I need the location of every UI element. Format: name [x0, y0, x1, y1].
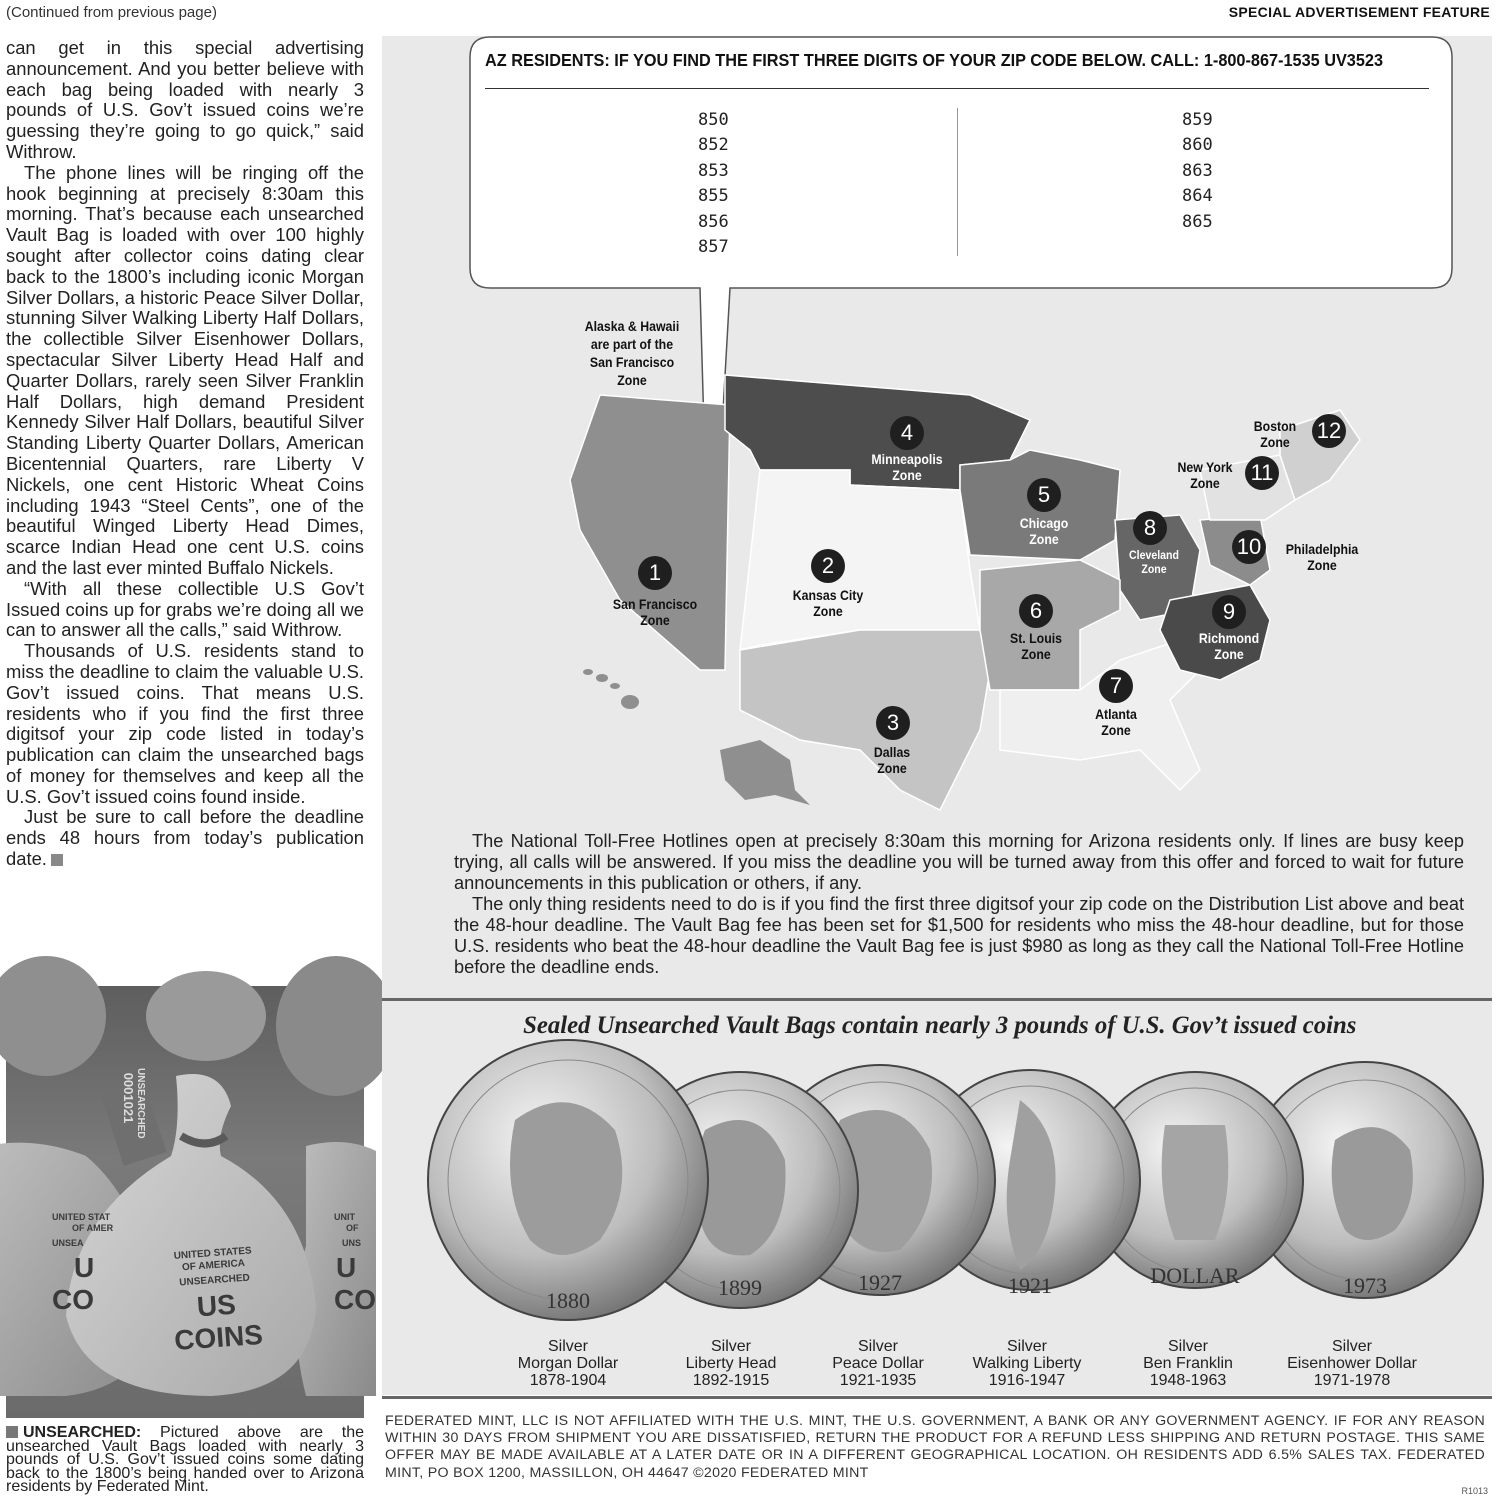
coin-label-walking-liberty: Silver Walking Liberty 1916-1947 [972, 1338, 1082, 1389]
zone-10-marker: 10 [1232, 530, 1266, 564]
coin-label-morgan: Silver Morgan Dollar 1878-1904 [517, 1338, 619, 1389]
zip-code: 853 [698, 160, 729, 181]
zone-3-label: Dallas Zone [873, 744, 911, 776]
zone-7-marker: 7 [1099, 669, 1133, 703]
zone-8-label: Cleveland Zone [1129, 548, 1179, 576]
coin-morgan [428, 1040, 708, 1320]
zone-2-marker: 2 [811, 549, 845, 583]
zone-8-marker: 8 [1133, 511, 1167, 545]
zip-code: 860 [1182, 135, 1213, 156]
zone-4-label: Minneapolis Zone [871, 451, 943, 483]
coin-section-title: Sealed Unsearched Vault Bags contain nearly 3 pounds of U.S. Gov’t issued coins [523, 1010, 1357, 1039]
zone-7-label: Atlanta Zone [1095, 706, 1137, 738]
ad-code: R1013 [1461, 1486, 1488, 1496]
caption-square-icon [6, 1426, 18, 1438]
coin-date: 1973 [1343, 1273, 1387, 1298]
article-paragraph: The phone lines will be ringing off the hook beginning at precisely 8:30am this morning. That’s because each unsearched Vault Bag is loaded with over 100 highly sought after collector coins dating clear back to the 1800’s including iconic Morgan Silver Dollars, a historic Peace Silver Dollar, stunning Silver Walking Liberty Half Dollars, the collectible Silver Eisenhower Dollars, spectacular Silver Liberty Head Half and Quarter Dollars, rarely seen Silver Franklin Half Dollars, high demand President Kennedy Silver Half Dollars, beautiful Silver Standing Liberty Quarter Dollars, American Bicentennial Quarters, rare Liberty V Nickels, one cent Historic Wheat Coins including 1943 “Steel Cents”, one of the beautiful Winged Liberty Head Dimes, scarce Indian Head one cent U.S. coins and the last ever minted Buffalo Nickels. [6, 161, 364, 578]
end-mark-icon [51, 854, 63, 866]
bag-tag-text: UNSEARCHED 0001021 [121, 1068, 146, 1139]
zip-column-divider [957, 108, 958, 256]
zone-2-label: Kansas City Zone [792, 587, 864, 619]
alaska-hawaii-note: Alaska & Hawaii are part of the San Francisco Zone [584, 318, 680, 388]
alaska-region [720, 740, 810, 805]
continued-note: (Continued from previous page) [6, 4, 217, 21]
offer-text [454, 831, 1464, 978]
coin-date: 1927 [858, 1270, 902, 1295]
zone-12-marker: 12 [1312, 414, 1346, 448]
zone-12-label: Boston Zone [1253, 418, 1297, 450]
coin-label-franklin: Silver Ben Franklin 1948-1963 [1143, 1338, 1233, 1389]
money-bag-photo [6, 986, 376, 1418]
disclaimer: FEDERATED MINT, LLC IS NOT AFFILIATED WITH THE U.S. MINT, THE U.S. GOVERNMENT, A BANK OR ANY GOVERNMENT AGENCY. IF FOR ANY REASON WITHIN 30 DAYS FROM SHIPMENT YOU ARE DISSATISFIED, RETURN THE PRODUCT FOR A REFUND LESS SHIPPING AND RETURN POSTAGE. THIS SAME OFFER MAY BE MADE AVAILABLE AT A LATER DATE OR IN A DIFFERENT GEOGRAPHICAL LOCATION. OH RESIDENTS ADD 6.5% SALES TAX. FEDERATED MINT, PO BOX 1200, MASSILLON, OH 44647 ©2020 FEDERATED MINT [385, 1413, 1485, 1481]
zone-6-marker: 6 [1019, 594, 1053, 628]
zone-6-region [980, 560, 1120, 690]
zip-code: 864 [1182, 186, 1213, 207]
callout-rule [485, 88, 1429, 89]
coin-label-peace: Silver Peace Dollar 1921-1935 [832, 1338, 924, 1389]
zone-10-label: Philadelphia Zone [1285, 541, 1359, 573]
caption-lead: UNSEARCHED: [23, 1424, 142, 1441]
offer-paragraph: The only thing residents need to do is if you find the first three digitsof your zip code on the Distribution List above and beat the 48-hour deadline. The Vault Bag fee has been set for $1,500 for residents who miss the 48-hour deadline, but for those U.S. residents who beat the 48-hour deadline the Vault Bag fee is just $980 as long as they call the National Toll-Free Hotline before the deadline ends. [454, 894, 1464, 977]
hawaii-region [583, 669, 639, 709]
zone-2-region [740, 470, 980, 650]
article-paragraph: “With all these collectible U.S Gov’t Issued coins up for grabs we’re doing all we can to answer all the calls,” said Withrow. [6, 577, 364, 641]
zip-code: 863 [1182, 160, 1213, 181]
callout-title: AZ RESIDENTS: IF YOU FIND THE FIRST THREE DIGITS OF YOUR ZIP CODE BELOW. CALL: 1-800-867-1535 UV3523 [485, 50, 1384, 70]
zone-9-marker: 9 [1212, 595, 1246, 629]
zone-5-label: Chicago Zone [1019, 515, 1069, 547]
zone-4-marker: 4 [890, 416, 924, 450]
zip-code: 855 [698, 186, 729, 207]
article-paragraph-text: Just be sure to call before the deadline ends 48 hours from today’s publication date. [6, 806, 364, 870]
coin-label-eisenhower: Silver Eisenhower Dollar 1971-1978 [1287, 1338, 1417, 1389]
photo-caption [6, 1426, 364, 1494]
zip-code: 859 [1182, 110, 1213, 130]
zone-6-label: St. Louis Zone [1009, 630, 1063, 662]
zone-5-marker: 5 [1027, 478, 1061, 512]
caption-text: Pictured above are the unsearched Vault Bags loaded with nearly 3 pounds of U.S. Gov’t issued coins some dating back to the 1800’s being handed over to Arizona residents by Federated Mint. [6, 1424, 364, 1496]
coin-date: 1880 [546, 1288, 590, 1313]
offer-paragraph: The National Toll-Free Hotlines open at precisely 8:30am this morning for Arizona residents only. If lines are busy keep trying, all calls will be answered. If you miss the deadline you will be turned away from this offer and forced to wait for future announcements in this publication or others, if any. [454, 831, 1464, 893]
coins-illustration [420, 1040, 1480, 1330]
zone-11-label: New York Zone [1177, 459, 1233, 491]
zone-9-label: Richmond Zone [1198, 630, 1260, 662]
zip-code: 852 [698, 135, 729, 156]
feature-label: SPECIAL ADVERTISEMENT FEATURE [1228, 4, 1490, 20]
bag-right-label: UNIT OF UNS U CO [334, 1212, 376, 1315]
zip-code: 857 [698, 237, 729, 258]
zone-11-marker: 11 [1245, 456, 1279, 490]
article-paragraph: can get in this special advertising announcement. And you better believe with each bag being loaded with nearly 3 pounds of U.S. Gov’t issued coins we’re guessing they’re going to go quick,” said Withrow. [6, 37, 364, 162]
zip-code: 856 [698, 211, 729, 232]
article-paragraph [6, 807, 364, 869]
zip-code: 865 [1182, 211, 1213, 232]
zone-1-label: San Francisco Zone [612, 596, 698, 628]
zone-1-marker: 1 [638, 556, 672, 590]
zone-3-marker: 3 [876, 706, 910, 740]
zone-1-region [570, 395, 730, 670]
zip-code: 850 [698, 110, 729, 130]
coin-section-bottom-rule [382, 1396, 1492, 1399]
zip-list-right [1182, 108, 1302, 235]
bag-left-label: UNITED STAT OF AMER UNSEA U CO [52, 1212, 114, 1315]
article-paragraph: Thousands of U.S. residents stand to miss the deadline to claim the valuable U.S. Gov’t issued coins. That means U.S. residents who if you find the first three digitsof your zip code listed in today’s publication can claim the unsearched bags of money for themselves and keep all the U.S. Gov’t issued coins found inside. [6, 640, 364, 807]
coin-label-liberty-head: Silver Liberty Head 1892-1915 [685, 1338, 777, 1389]
coin-date: 1921 [1008, 1273, 1052, 1298]
bag-front-label: UNITED STATES OF AMERICA UNSEARCHED US COINS [173, 1245, 264, 1356]
zip-list-left [698, 108, 818, 260]
coin-date: 1899 [718, 1275, 762, 1300]
coin-date: DOLLAR [1150, 1263, 1240, 1288]
